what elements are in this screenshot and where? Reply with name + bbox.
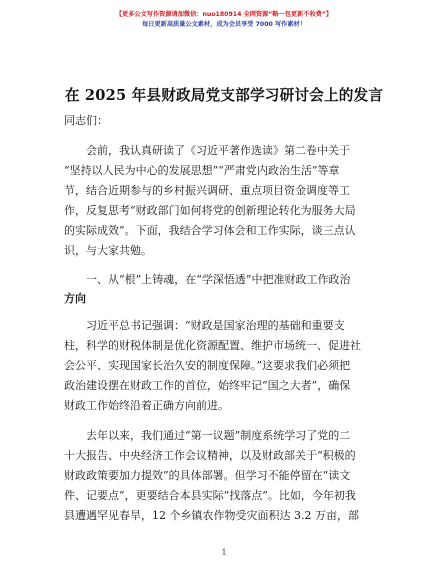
body-line: 作，反复思考“财政部门如何将党的创新理论转化为服务大局 (64, 204, 356, 217)
section-heading-1-cont: 方向 (64, 292, 86, 305)
body-line: 会前，我认真研读了《习近平著作选读》第二卷中关于 (64, 144, 350, 157)
body-line: 的实际成效”。下面，我结合学习体会和工作实际，谈三点认 (64, 224, 356, 237)
body-line: 柱，科学的财税体制是优化资源配置、维护市场统一、促进社 (64, 339, 361, 352)
greeting: 同志们： (64, 114, 108, 127)
section-heading-1: 一、从“根”上铸魂，在“学深悟透”中把准财政工作政治 (64, 273, 351, 286)
body-line: 习近平总书记强调：“财政是国家治理的基础和重要支 (64, 319, 345, 332)
page-number: 1 (221, 548, 227, 557)
body-line: 政治建设摆在财政工作的首位，始终牢记“国之大者”，确保 (64, 379, 351, 392)
banner-promo-line-2: 每日更新高质量公文素材，成为会员享受 7000 写作素材！ (142, 21, 306, 28)
body-line: 财政政策要加力提效”的具体部署。但学习不能停留在“读文 (64, 469, 351, 482)
document-title: 在 2025 年县财政局党支部学习研讨会上的发言 (64, 87, 384, 104)
body-line: 县遭遇罕见春旱，12 个乡镇农作物受灾面积达 3.2 万亩，部 (64, 509, 359, 522)
body-line: 财政工作始终沿着正确方向前进。 (64, 399, 229, 412)
banner-promo-line-1: 【更多公文写作资源请加微信：nuo180914 全网资源“略一包更新不收费”】 (115, 11, 333, 18)
body-line: 节，结合近期参与的乡村振兴调研、重点项目资金调度等工 (64, 184, 350, 197)
body-line: 十大报告、中央经济工作会议精神，以及财政部关于“积极的 (64, 449, 356, 462)
body-line: “坚持以人民为中心的发展思想”“严肃党内政治生活”等章 (64, 164, 340, 177)
body-line: 去年以来，我们通过“第一议题”制度系统学习了党的二 (64, 429, 351, 442)
body-line: 件、记要点”，更要结合本县实际“找落点”。比如，今年初我 (64, 489, 356, 502)
body-line: 会公平、实现国家长治久安的制度保障。”这要求我们必须把 (64, 359, 351, 372)
body-line: 识，与大家共勉。 (64, 244, 152, 257)
